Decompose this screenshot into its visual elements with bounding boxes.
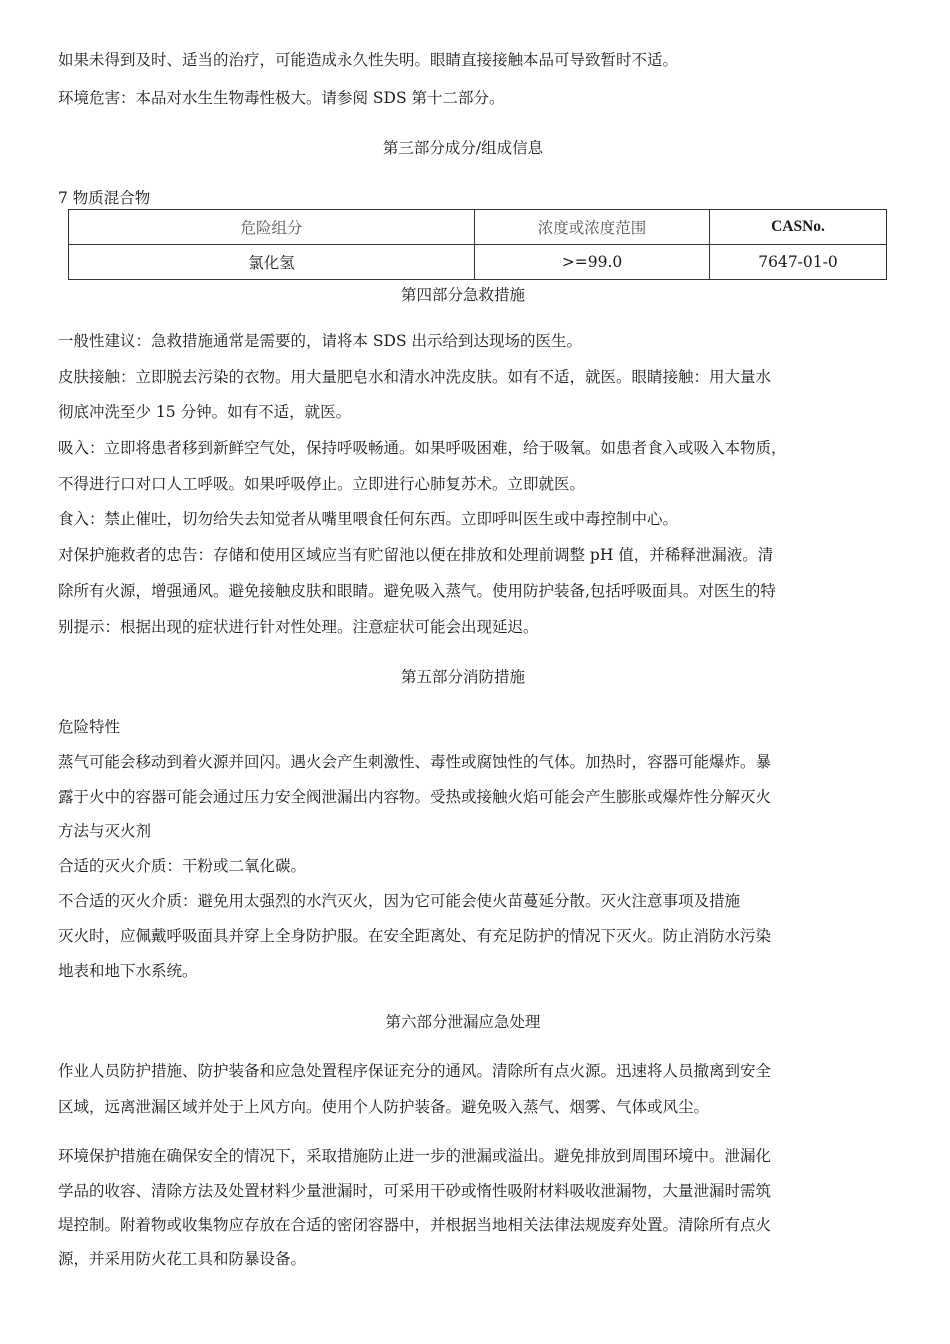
paragraph-line: 皮肤接触：立即脱去污染的衣物。用大量肥皂水和清水冲洗皮肤。如有不适，就医。眼睛接触：用大量水 xyxy=(58,368,772,386)
paragraph-line: 作业人员防护措施、防护装备和应急处置程序保证充分的通风。清除所有点火源。迅速将人员撤离到安全 xyxy=(58,1062,772,1080)
section-heading: 第六部分泄漏应急处理 xyxy=(385,1013,541,1031)
paragraph-line: 一般性建议：急救措施通常是需要的，请将本 SDS 出示给到达现场的医生。 xyxy=(58,332,583,350)
paragraph-line: 吸入：立即将患者移到新鲜空气处，保持呼吸畅通。如果呼吸困难，给于吸氧。如患者食入或吸入本物质， xyxy=(58,439,787,457)
paragraph-line: 源，并采用防火花工具和防暴设备。 xyxy=(58,1250,307,1268)
paragraph-line: 灭火时，应佩戴呼吸面具并穿上全身防护服。在安全距离处、有充足防护的情况下灭火。防止消防水污染 xyxy=(58,927,772,945)
table-cell: 氯化氢 xyxy=(69,245,475,280)
paragraph-line: 合适的灭火介质：干粉或二氧化碳。 xyxy=(58,857,307,875)
table-cell: >=99.0 xyxy=(475,245,710,280)
paragraph-line: 不合适的灭火介质：避免用太强烈的水汽灭火，因为它可能会使火苗蔓延分散。灭火注意事项及措施 xyxy=(58,892,741,910)
subsection-title: 7 物质混合物 xyxy=(58,189,151,207)
table-header-cell: 危险组分 xyxy=(69,210,475,245)
composition-table xyxy=(68,209,887,280)
section-heading: 第四部分急救措施 xyxy=(400,286,525,304)
paragraph-line: 区域，远离泄漏区域并处于上风方向。使用个人防护装备。避免吸入蒸气、烟雾、气体或风尘。 xyxy=(58,1098,710,1116)
paragraph-line: 环境危害：本品对水生生物毒性极大。请参阅 SDS 第十二部分。 xyxy=(58,89,505,107)
section-heading: 第三部分成分/组成信息 xyxy=(382,139,544,157)
paragraph-line: 如果未得到及时、适当的治疗，可能造成永久性失明。眼睛直接接触本品可导致暂时不适。 xyxy=(58,51,679,69)
table-cell: 7647-01-0 xyxy=(710,245,887,280)
paragraph-line: 别提示：根据出现的症状进行针对性处理。注意症状可能会出现延迟。 xyxy=(58,618,539,636)
paragraph-line: 方法与灭火剂 xyxy=(58,822,152,840)
table-row xyxy=(69,245,887,280)
paragraph-line: 食入：禁止催吐，切勿给失去知觉者从嘴里喂食任何东西。立即呼叫医生或中毒控制中心。 xyxy=(58,510,679,528)
table-header-cell: CASNo. xyxy=(710,210,887,245)
paragraph-line: 彻底冲洗至少 15 分钟。如有不适，就医。 xyxy=(58,403,352,421)
paragraph-line: 蒸气可能会移动到着火源并回闪。遇火会产生刺激性、毒性或腐蚀性的气体。加热时，容器可能爆炸。暴 xyxy=(58,753,772,771)
section-heading: 第五部分消防措施 xyxy=(400,668,525,686)
paragraph-line: 不得进行口对口人工呼吸。如果呼吸停止。立即进行心肺复苏术。立即就医。 xyxy=(58,475,586,493)
table-header-cell: 浓度或浓度范围 xyxy=(475,210,710,245)
paragraph-line: 环境保护措施在确保安全的情况下，采取措施防止进一步的泄漏或溢出。避免排放到周围环境中。泄漏化 xyxy=(58,1147,772,1165)
paragraph-line: 地表和地下水系统。 xyxy=(58,962,198,980)
table-header-row xyxy=(69,210,887,245)
paragraph-line: 对保护施救者的忠告：存储和使用区域应当有贮留池以便在排放和处理前调整 pH 值，并稀释泄漏液。清 xyxy=(58,546,774,564)
paragraph-line: 堤控制。附着物或收集物应存放在合适的密闭容器中，并根据当地相关法律法规废弃处置。清除所有点火 xyxy=(58,1216,772,1234)
paragraph-line: 危险特性 xyxy=(58,718,121,736)
paragraph-line: 除所有火源，增强通风。避免接触皮肤和眼睛。避免吸入蒸气。使用防护装备,包括呼吸面具。对医生的特 xyxy=(58,582,776,600)
paragraph-line: 露于火中的容器可能会通过压力安全阀泄漏出内容物。受热或接触火焰可能会产生膨胀或爆炸性分解灭火 xyxy=(58,788,772,806)
paragraph-line: 学品的收容、清除方法及处置材料少量泄漏时，可采用干砂或惰性吸附材料吸收泄漏物，大量泄漏时需筑 xyxy=(58,1182,772,1200)
